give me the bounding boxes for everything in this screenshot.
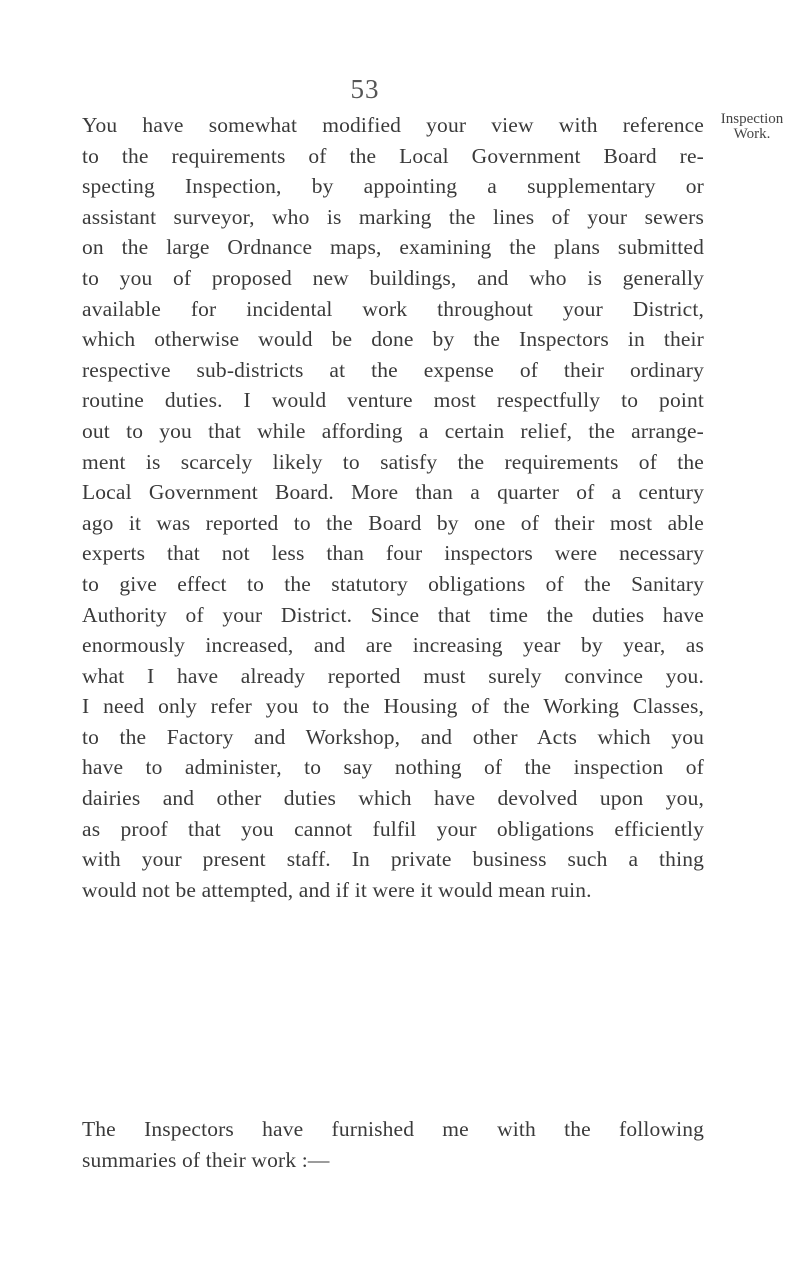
text-line: to give effect to the statutory obligations of the Sanitary (82, 571, 704, 596)
text-line: dairies and other duties which have devolved upon you, (82, 786, 704, 811)
text-line: respective sub-districts at the expense of their ordinary (82, 357, 704, 382)
text-line: to the Factory and Workshop, and other Acts which you (82, 724, 704, 749)
page-number: 53 (350, 74, 380, 104)
text-line: summaries of their work :— (82, 1147, 330, 1172)
text-line: enormously increased, and are increasing year by year, as (82, 633, 704, 658)
text-line: ment is scarcely likely to satisfy the requirements of the (82, 449, 704, 474)
text-line: which otherwise would be done by the Inspectors in their (82, 327, 704, 352)
paragraph-summaries (82, 1114, 704, 1175)
text-line: assistant surveyor, who is marking the lines of your sewers (82, 204, 704, 229)
text-line: what I have already reported must surely convince you. (82, 663, 704, 688)
text-line: would not be attempted, and if it were it would mean ruin. (82, 877, 592, 902)
text-line: out to you that while affording a certain relief, the arrange- (82, 418, 704, 443)
text-line: routine duties. I would venture most respectfully to point (82, 388, 704, 413)
text-line: to the requirements of the Local Government Board re- (82, 143, 704, 168)
text-line: specting Inspection, by appointing a supplementary or (82, 174, 704, 199)
text-line: available for incidental work throughout your District, (82, 296, 704, 321)
margin-note-line: Work. (733, 126, 771, 142)
margin-note (706, 112, 798, 142)
text-line: Local Government Board. More than a quarter of a century (82, 480, 704, 505)
text-line: as proof that you cannot fulfil your obligations efficiently (82, 816, 704, 841)
text-line: to you of proposed new buildings, and who is generally (82, 265, 704, 290)
paragraph-inspection (82, 110, 704, 905)
text-line: You have somewhat modified your view with reference (82, 113, 704, 137)
text-line: on the large Ordnance maps, examining the plans submitted (82, 235, 704, 260)
text-line: with your present staff. In private business such a thing (82, 847, 704, 872)
margin-note-line: Inspection (720, 111, 784, 127)
text-line: Authority of your District. Since that time the duties have (82, 602, 704, 627)
text-line: have to administer, to say nothing of the inspection of (82, 755, 704, 780)
text-line: experts that not less than four inspectors were necessary (82, 541, 704, 566)
text-line: The Inspectors have furnished me with the following (82, 1117, 704, 1141)
text-line: I need only refer you to the Housing of the Working Classes, (82, 694, 704, 719)
text-line: ago it was reported to the Board by one of their most able (82, 510, 704, 535)
